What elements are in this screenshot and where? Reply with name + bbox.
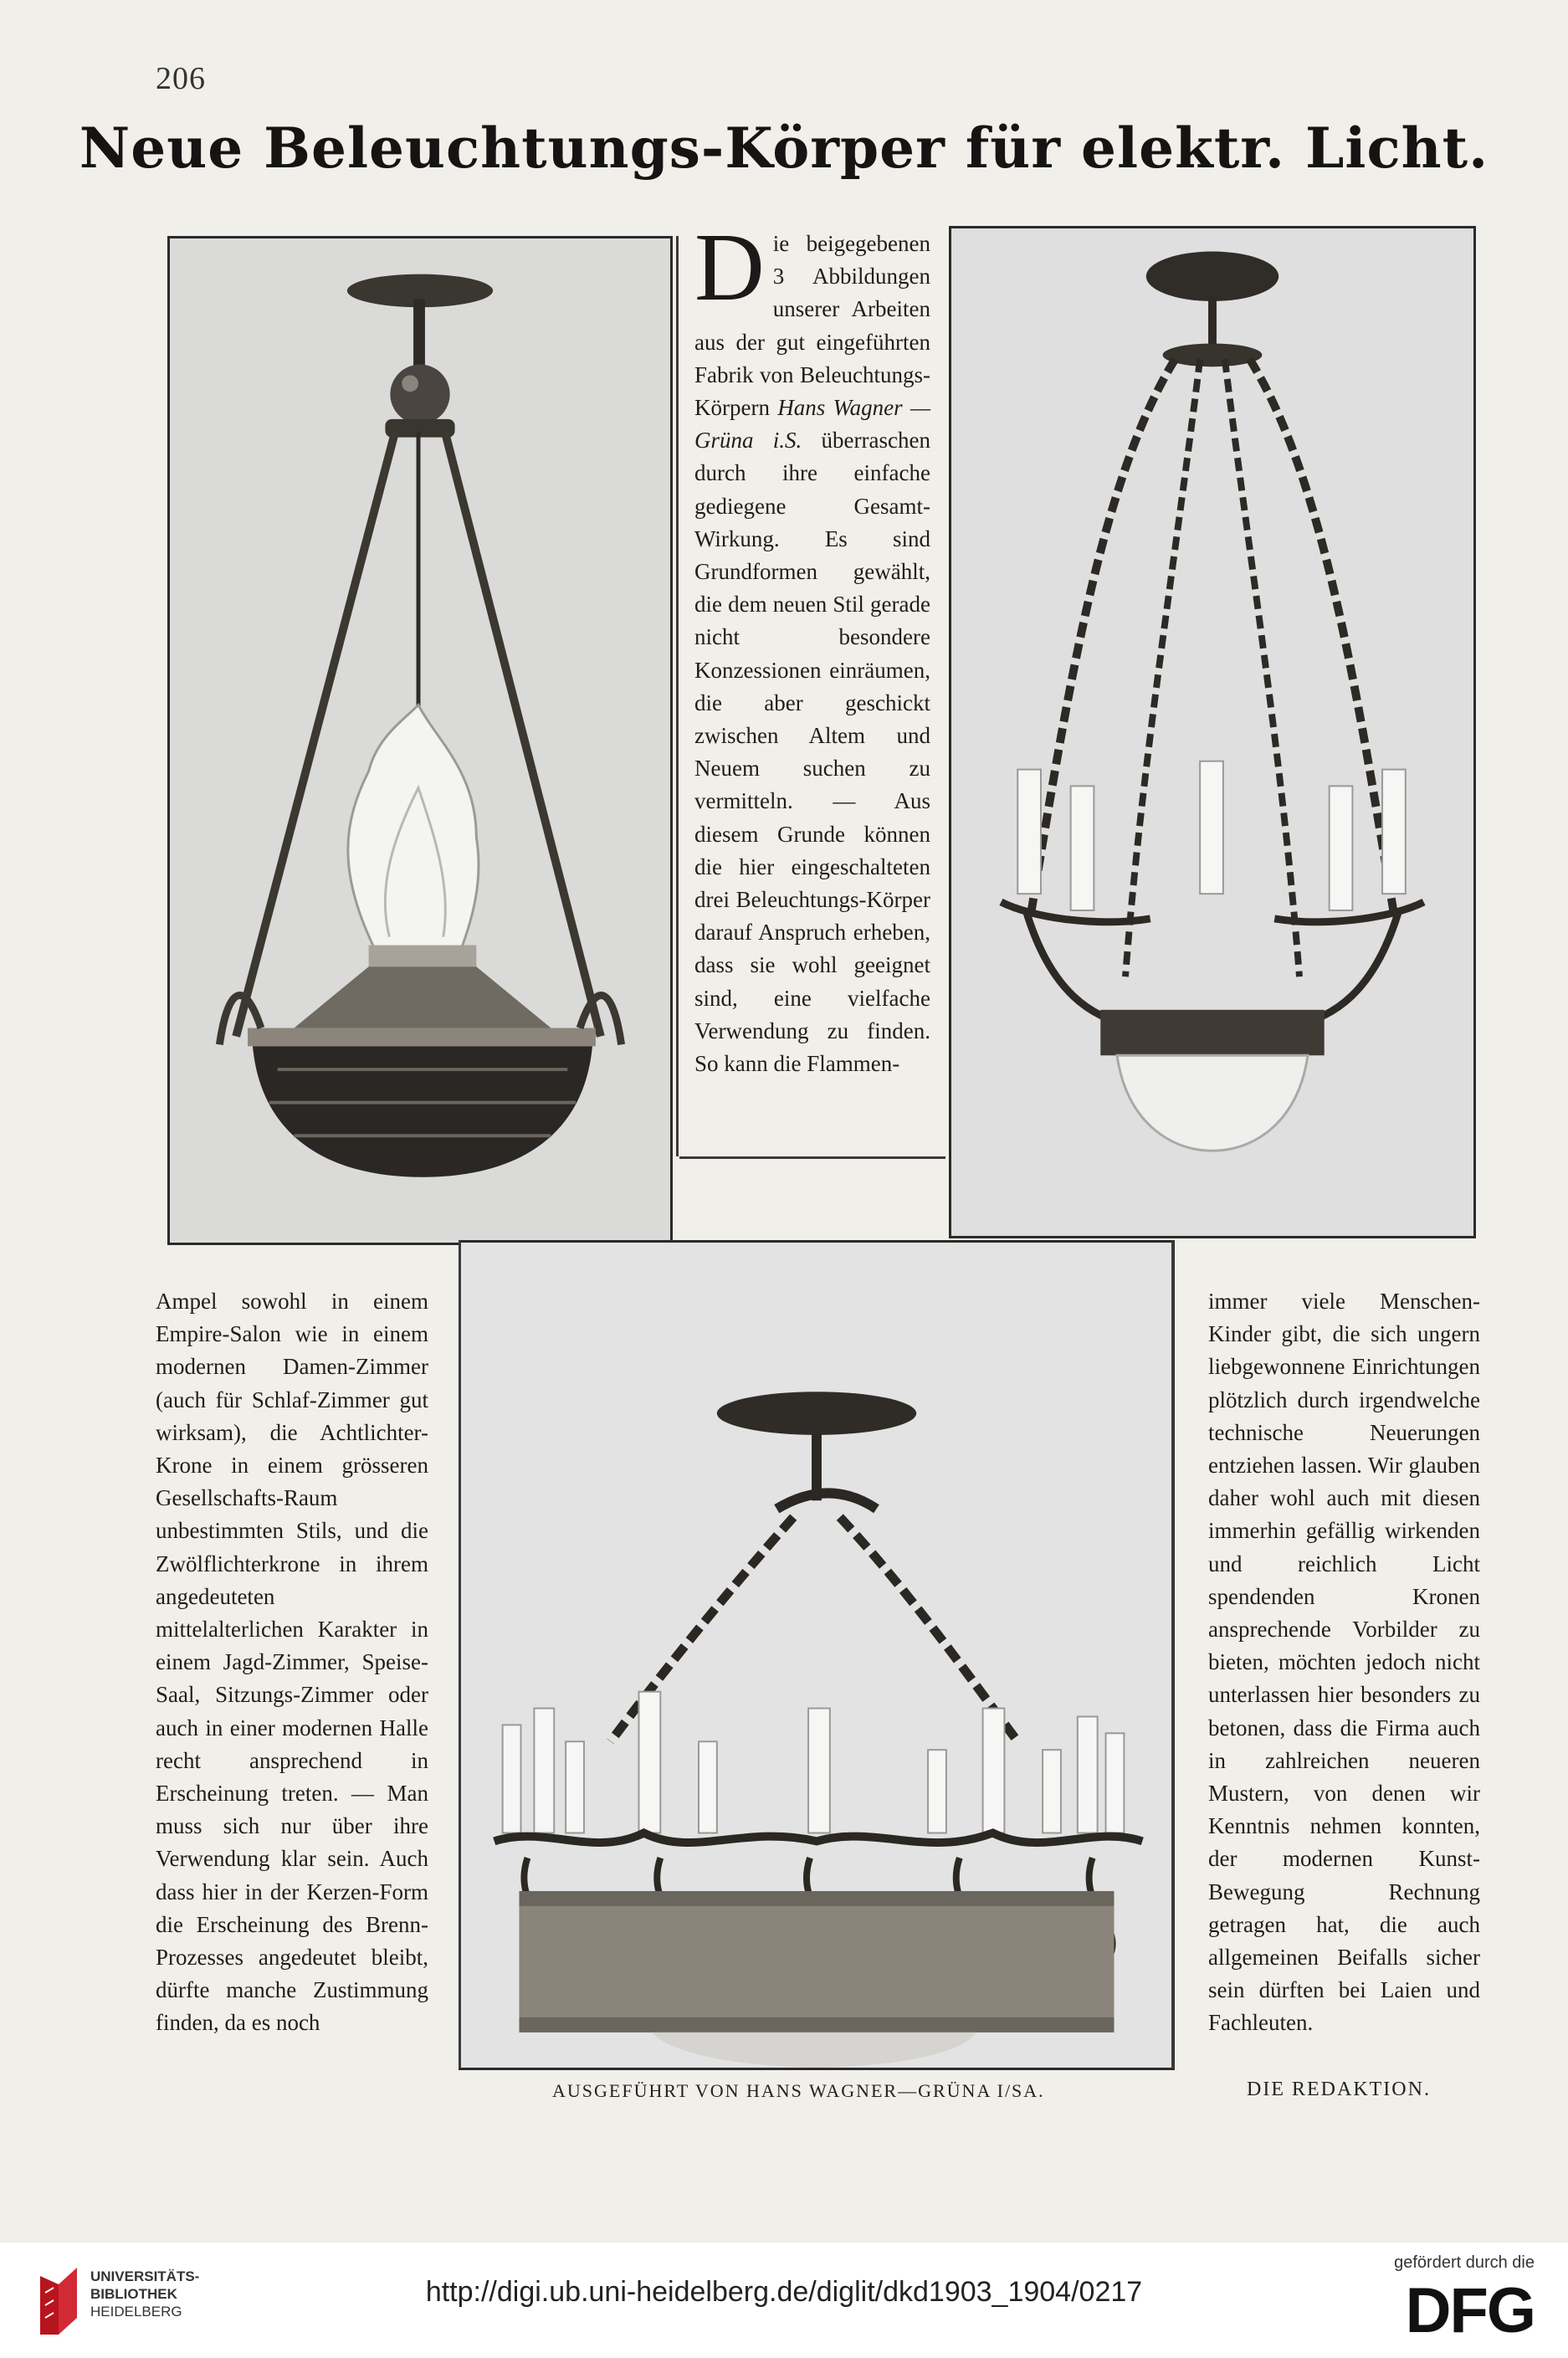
dfg-logo: DFG	[1405, 2275, 1535, 2346]
drop-cap: D	[694, 214, 765, 321]
column-rule	[676, 236, 679, 1156]
photo-eight-light-chandelier	[949, 226, 1476, 1238]
funding-note: gefördert durch die	[1394, 2253, 1535, 2272]
left-text-column	[156, 1285, 428, 2040]
photo-flame-pendant	[167, 236, 673, 1245]
eight-light-chandelier-illustration	[951, 228, 1473, 1236]
photo-caption: AUSGEFÜHRT VON HANS WAGNER—GRÜNA I/SA.	[552, 2080, 1045, 2101]
column-rule	[1171, 1240, 1174, 2068]
column-rule	[459, 1240, 461, 2068]
right-paragraph: immer viele Menschen-Kinder gibt, die sich ungern liebgewonnene Einrichtungen plötzlich durch irgendwelche technische Neuerungen entziehen lassen. Wir glauben daher wohl auch mit diesen immerhin gefällig wirkenden und reichlich Licht spendenden Kronen ansprechende Vorbilder zu bieten, möchten jedoch nicht unterlassen hier besonders zu betonen, dass die Firma auch in zahlreichen neueren Mustern, von denen wir Kenntnis nehmen konnten, der modernen Kunst-Bewegung Rechnung getragen hat, die auch allgemeinen Beifalls sicher sein dürften bei Laien und Fachleuten.	[1208, 1289, 1480, 2036]
flame-pendant-illustration	[170, 238, 670, 1243]
page-number: 206	[156, 61, 206, 96]
editorial-signature: DIE REDAKTION.	[1247, 2079, 1431, 2100]
left-paragraph: Ampel sowohl in einem Empire-Salon wie in einem modernen Damen-Zimmer (auch für Schlaf-Zimmer gut wirksam), die Achtlichter-Krone in einem grösseren Gesellschafts-Raum unbestimmten Stils, und die Zwölflichterkrone in ihrem angedeuteten mittelalterlichen Karakter in einem Jagd-Zimmer, Speise-Saal, Sitzungs-Zimmer oder auch in einer modernen Halle recht ansprechend in Erscheinung treten. — Man muss sich nur über ihre Verwendung klar sein. Auch dass hier in der Kerzen-Form die Erscheinung des Brenn-Prozesses angedeutet bleibt, dürfte manche Zustimmung finden, da es noch	[156, 1289, 428, 2036]
page-title: Neue Beleuchtungs-Körper für elektr. Licht.	[79, 115, 1489, 181]
column-rule	[679, 1156, 945, 1159]
right-text-column	[1208, 1285, 1480, 2040]
twelve-light-crown-illustration	[461, 1243, 1172, 2068]
intro-text-column	[694, 214, 930, 1080]
manufacturer-name: Hans Wagner — Grüna i.S.	[694, 395, 930, 454]
library-name: UNIVERSITÄTS- BIBLIOTHEK HEIDELBERG	[90, 2268, 200, 2320]
photo-twelve-light-crown	[459, 1240, 1175, 2070]
source-url[interactable]: http://digi.ub.uni-heidelberg.de/diglit/dkd1903_1904/0217	[425, 2276, 1143, 2308]
intro-paragraph: Die beigegebenen 3 Abbildungen unserer Arbeiten aus der gut eingeführten Fabrik von Beleuchtungs-Körpern Hans Wagner — Grüna i.S. überraschen durch ihre einfache gediegene Gesamt-Wirkung. Es sind Grundformen gewählt, die dem neuen Stil gerade nicht besondere Konzessionen einräumen, die aber geschickt zwischen Altem und Neuem suchen zu vermitteln. — Aus diesem Grunde können die hier eingeschalteten drei Beleuchtungs-Körper darauf Anspruch erheben, dass sie wohl geeignet sind, eine vielfache Verwendung zu finden. So kann die Flammen-	[694, 214, 930, 1077]
